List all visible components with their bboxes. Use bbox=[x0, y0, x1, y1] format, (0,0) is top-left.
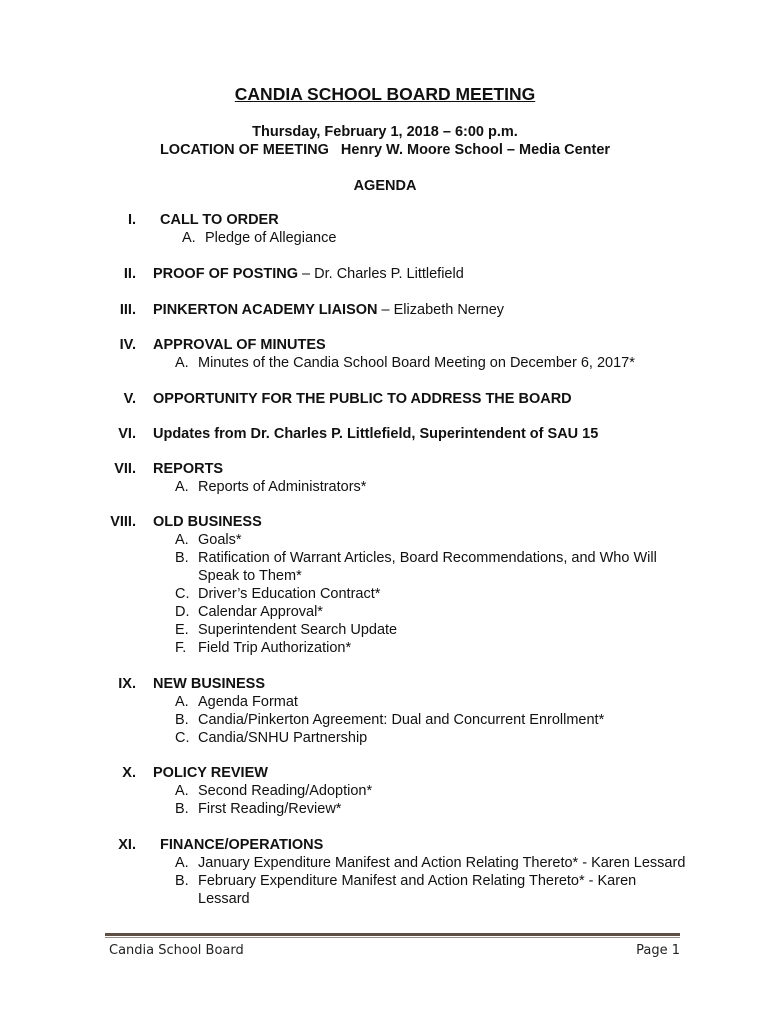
agenda-subitem-text: February Expenditure Manifest and Action Relating Thereto* - Karen Lessard bbox=[198, 873, 637, 907]
agenda-item-detail: – Dr. Charles P. Littlefield bbox=[298, 266, 464, 282]
agenda-subitem bbox=[153, 603, 690, 621]
agenda-subitem bbox=[153, 531, 690, 549]
agenda-subitem-text: First Reading/Review* bbox=[198, 801, 342, 817]
agenda-item bbox=[0, 390, 770, 408]
agenda-subitem-text: Minutes of the Candia School Board Meeting on December 6, 2017* bbox=[198, 355, 635, 371]
agenda-item bbox=[0, 265, 770, 283]
agenda-subitem bbox=[153, 549, 690, 585]
agenda-subitem-letter: A. bbox=[175, 694, 189, 710]
agenda-subitem bbox=[153, 478, 690, 496]
agenda-item-number: IX. bbox=[118, 676, 136, 692]
agenda-subitem-letter: A. bbox=[182, 230, 196, 246]
agenda-item-title: PROOF OF POSTING bbox=[153, 266, 299, 282]
agenda-subitem-text: Superintendent Search Update bbox=[198, 622, 398, 638]
footer-divider-thin bbox=[105, 937, 680, 938]
agenda-item bbox=[0, 460, 770, 496]
agenda-subitem bbox=[153, 729, 690, 747]
agenda-item bbox=[0, 513, 770, 657]
footer-divider bbox=[105, 933, 680, 936]
agenda-subitem-letter: C. bbox=[175, 730, 190, 746]
agenda-item-number: X. bbox=[122, 765, 136, 781]
agenda-item-title: FINANCE/OPERATIONS bbox=[160, 837, 324, 853]
agenda-subitem-text: Candia/SNHU Partnership bbox=[198, 730, 368, 746]
agenda-list bbox=[0, 211, 770, 908]
agenda-subitem-text: Ratification of Warrant Articles, Board Recommendations, and Who Will Speak to Them* bbox=[198, 550, 657, 584]
agenda-subitem-letter: A. bbox=[175, 355, 189, 371]
agenda-item bbox=[0, 836, 770, 908]
agenda-subitem-text: Field Trip Authorization* bbox=[198, 640, 352, 656]
agenda-item-title: APPROVAL OF MINUTES bbox=[153, 337, 326, 353]
agenda-item-title: REPORTS bbox=[153, 461, 224, 477]
agenda-subitem-text: Second Reading/Adoption* bbox=[198, 783, 373, 799]
agenda-item bbox=[0, 211, 770, 247]
agenda-subitem-text: Calendar Approval* bbox=[198, 604, 323, 620]
agenda-subitem bbox=[153, 711, 690, 729]
agenda-subitem-letter: B. bbox=[175, 550, 189, 566]
agenda-item-number: VII. bbox=[114, 461, 136, 477]
agenda-item-title: PINKERTON ACADEMY LIAISON bbox=[153, 302, 378, 318]
agenda-item-number: VI. bbox=[118, 426, 136, 442]
agenda-item-title: Updates from Dr. Charles P. Littlefield, Superintendent of SAU 15 bbox=[153, 426, 599, 442]
agenda-subitem bbox=[160, 854, 690, 872]
agenda-item-number: II. bbox=[123, 266, 136, 282]
agenda-subitem-letter: C. bbox=[175, 586, 190, 602]
agenda-item-title: CALL TO ORDER bbox=[160, 212, 279, 228]
agenda-subitem bbox=[153, 585, 690, 603]
agenda-item-detail: – Elizabeth Nerney bbox=[377, 302, 505, 318]
agenda-subitem bbox=[160, 872, 690, 908]
footer-left: Candia School Board bbox=[109, 943, 244, 958]
agenda-item-title: NEW BUSINESS bbox=[153, 676, 265, 692]
agenda-item-title: OLD BUSINESS bbox=[153, 514, 262, 530]
agenda-subitem-text: Goals* bbox=[198, 532, 242, 548]
agenda-subitem-text: Driver’s Education Contract* bbox=[198, 586, 381, 602]
agenda-item-title: POLICY REVIEW bbox=[153, 765, 268, 781]
agenda-item bbox=[0, 764, 770, 818]
agenda-subitem-letter: A. bbox=[175, 479, 189, 495]
agenda-subitem bbox=[153, 782, 690, 800]
agenda-subitem bbox=[153, 621, 690, 639]
agenda-subitem-letter: E. bbox=[175, 622, 189, 638]
footer-page-number: Page 1 bbox=[636, 943, 680, 958]
agenda-item-number: VIII. bbox=[110, 514, 136, 530]
document-title: CANDIA SCHOOL BOARD MEETING bbox=[234, 84, 536, 104]
meeting-date: Thursday, February 1, 2018 – 6:00 p.m. bbox=[252, 124, 518, 140]
agenda-subitem-letter: A. bbox=[175, 783, 189, 799]
meeting-location: LOCATION OF MEETING Henry W. Moore School – Media Center bbox=[159, 142, 611, 158]
agenda-item bbox=[0, 425, 770, 443]
agenda-item-number: I. bbox=[127, 212, 136, 228]
agenda-subitem bbox=[153, 693, 690, 711]
agenda-subitem-letter: A. bbox=[175, 532, 189, 548]
agenda-item-number: IV. bbox=[119, 337, 136, 353]
agenda-item-number: V. bbox=[123, 391, 136, 407]
agenda-subitem-text: Agenda Format bbox=[198, 694, 298, 710]
agenda-subitem-text: Candia/Pinkerton Agreement: Dual and Concurrent Enrollment* bbox=[198, 712, 605, 728]
agenda-subitem-letter: B. bbox=[175, 873, 189, 889]
agenda-item bbox=[0, 336, 770, 372]
agenda-item-number: III. bbox=[119, 302, 136, 318]
agenda-item-number: XI. bbox=[118, 837, 136, 853]
agenda-subitem-text: Reports of Administrators* bbox=[198, 479, 367, 495]
agenda-subitem-letter: D. bbox=[175, 604, 190, 620]
agenda-subitem bbox=[153, 800, 690, 818]
agenda-heading: AGENDA bbox=[353, 178, 417, 194]
agenda-item bbox=[0, 301, 770, 319]
agenda-subitem bbox=[153, 354, 690, 372]
agenda-item bbox=[0, 675, 770, 747]
agenda-subitem-text: Pledge of Allegiance bbox=[205, 230, 337, 246]
agenda-subitem bbox=[160, 229, 690, 247]
agenda-subitem-letter: A. bbox=[175, 855, 189, 871]
agenda-subitem-letter: B. bbox=[175, 801, 189, 817]
agenda-subitem-letter: F. bbox=[175, 640, 187, 656]
agenda-subitem-text: January Expenditure Manifest and Action Relating Thereto* - Karen Lessard bbox=[198, 855, 686, 871]
agenda-subitem-letter: B. bbox=[175, 712, 189, 728]
agenda-subitem bbox=[153, 639, 690, 657]
agenda-item-title: OPPORTUNITY FOR THE PUBLIC TO ADDRESS THE BOARD bbox=[153, 391, 572, 407]
